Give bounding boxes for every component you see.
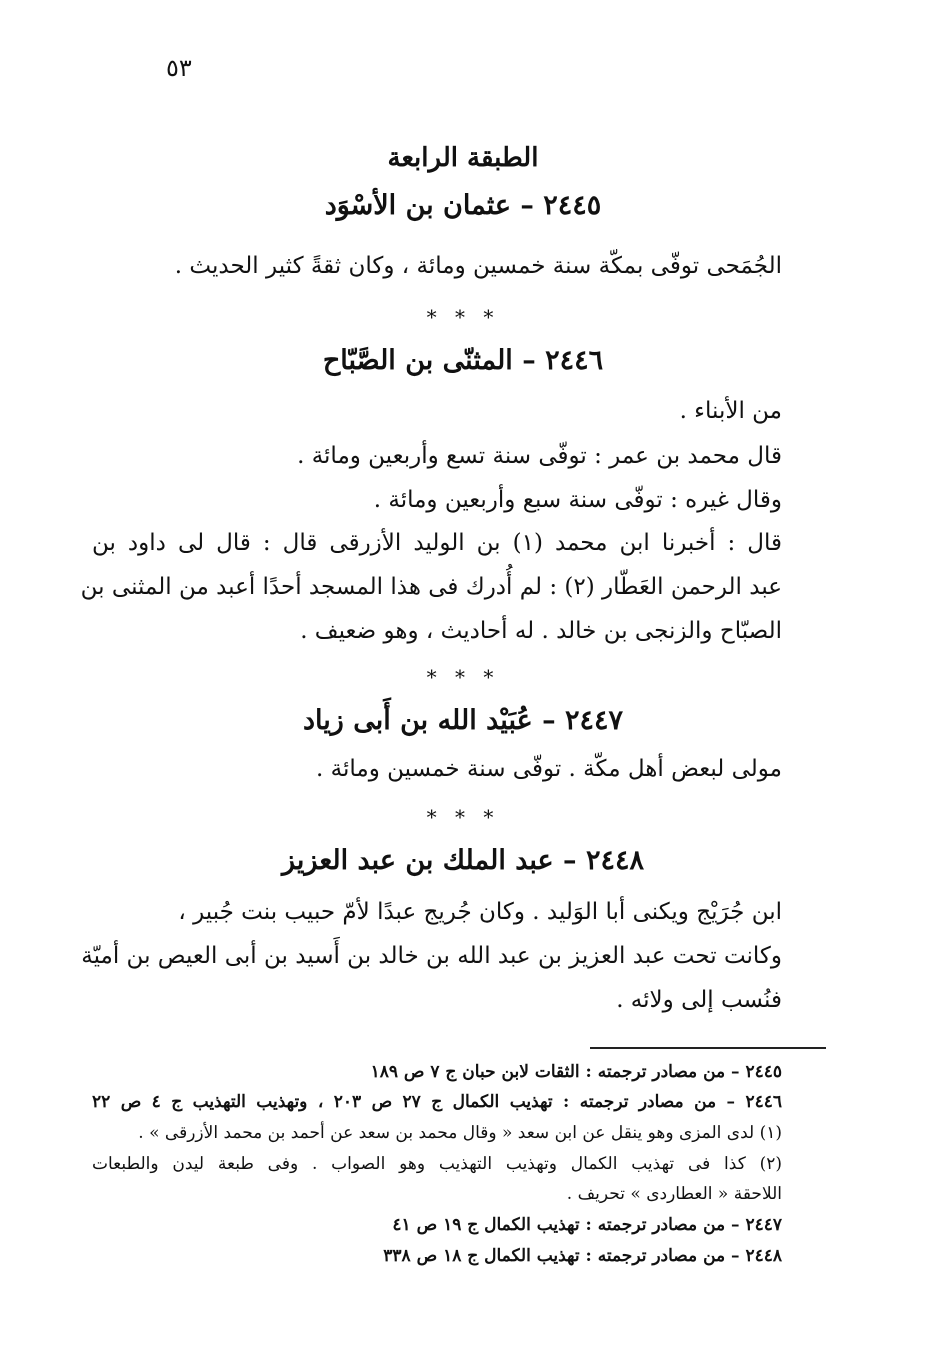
entry-text-line: عبد الرحمن العَطّار (٢) : لم أُدرك فى هذا المسجد أحدًا أعبد من المثنى بن [80,574,782,600]
entry-text-line: وقال غيره : توفّى سنة سبع وأربعين ومائة . [373,487,782,513]
footnote-line: ٢٤٤٨ – من مصادر ترجمته : تهذيب الكمال ج ١٨ ص ٣٣٨ [383,1246,782,1266]
entry-text-line: من الأبناء . [679,398,782,424]
entry-text-line: الصبّاح والزنجى بن خالد . له أحاديث ، وهو ضعيف . [300,618,782,644]
entry-text-line: مولى لبعض أهل مكّة . توفّى سنة خمسين ومائة . [316,756,782,782]
entry-text-line: قال : أخبرنا ابن محمد (١) بن الوليد الأزرقى قال : قال لى داود بن [92,530,782,556]
entry-title: ٢٤٤٦ – المثنّى بن الصَّبّاح [322,345,604,376]
entry-title: ٢٤٤٧ – عُبَيْد الله بن أَبى زياد [302,705,624,736]
entry-title: ٢٤٤٨ – عبد الملك بن عبد العزيز [282,845,644,876]
entry-text-line: الجُمَحى توفّى بمكّة سنة خمسين ومائة ، وكان ثقةً كثير الحديث . [174,253,782,279]
entry-text-line: ابن جُرَيْج ويكنى أبا الوَليد . وكان جُريج عبدًا لأمّ حبيب بنت جُبير ، [178,899,782,925]
footnote-divider [590,1047,826,1049]
separator: * * * [426,305,500,329]
entry-text-line: فنُسب إلى ولائه . [616,987,782,1013]
footnote-line: (١) لدى المزى وهو ينقل عن ابن سعد « وقال محمد بن سعد عن أحمد بن محمد الأزرقى » . [138,1123,782,1143]
separator: * * * [426,665,500,689]
footnote-line: ٢٤٤٦ – من مصادر ترجمته : تهذيب الكمال ج ٢٧ ص ٢٠٣ ، وتهذيب التهذيب ج ٤ ص ٢٢ [92,1092,783,1112]
section-title: الطبقة الرابعة [387,143,539,173]
entry-text-line: وكانت تحت عبد العزيز بن عبد الله بن خالد بن أَسيد بن أبى العيص بن أميّة [81,943,782,969]
footnote-line: (٢) كذا فى تهذيب الكمال وتهذيب التهذيب وهو الصواب . وفى طبعة ليدن والطبعات [92,1154,782,1174]
page-number: ٥٣ [166,54,192,82]
entry-text-line: قال محمد بن عمر : توفّى سنة تسع وأربعين ومائة . [297,443,782,469]
separator: * * * [426,805,500,829]
footnote-line: ٢٤٤٥ – من مصادر ترجمته : الثقات لابن حبان ج ٧ ص ١٨٩ [370,1062,782,1082]
footnote-line: ٢٤٤٧ – من مصادر ترجمته : تهذيب الكمال ج ١٩ ص ٤١ [392,1215,782,1235]
entry-title: ٢٤٤٥ – عثمان بن الأسْوَد [324,190,602,221]
footnote-line: اللاحقة « العطاردى » تحريف . [566,1184,782,1204]
